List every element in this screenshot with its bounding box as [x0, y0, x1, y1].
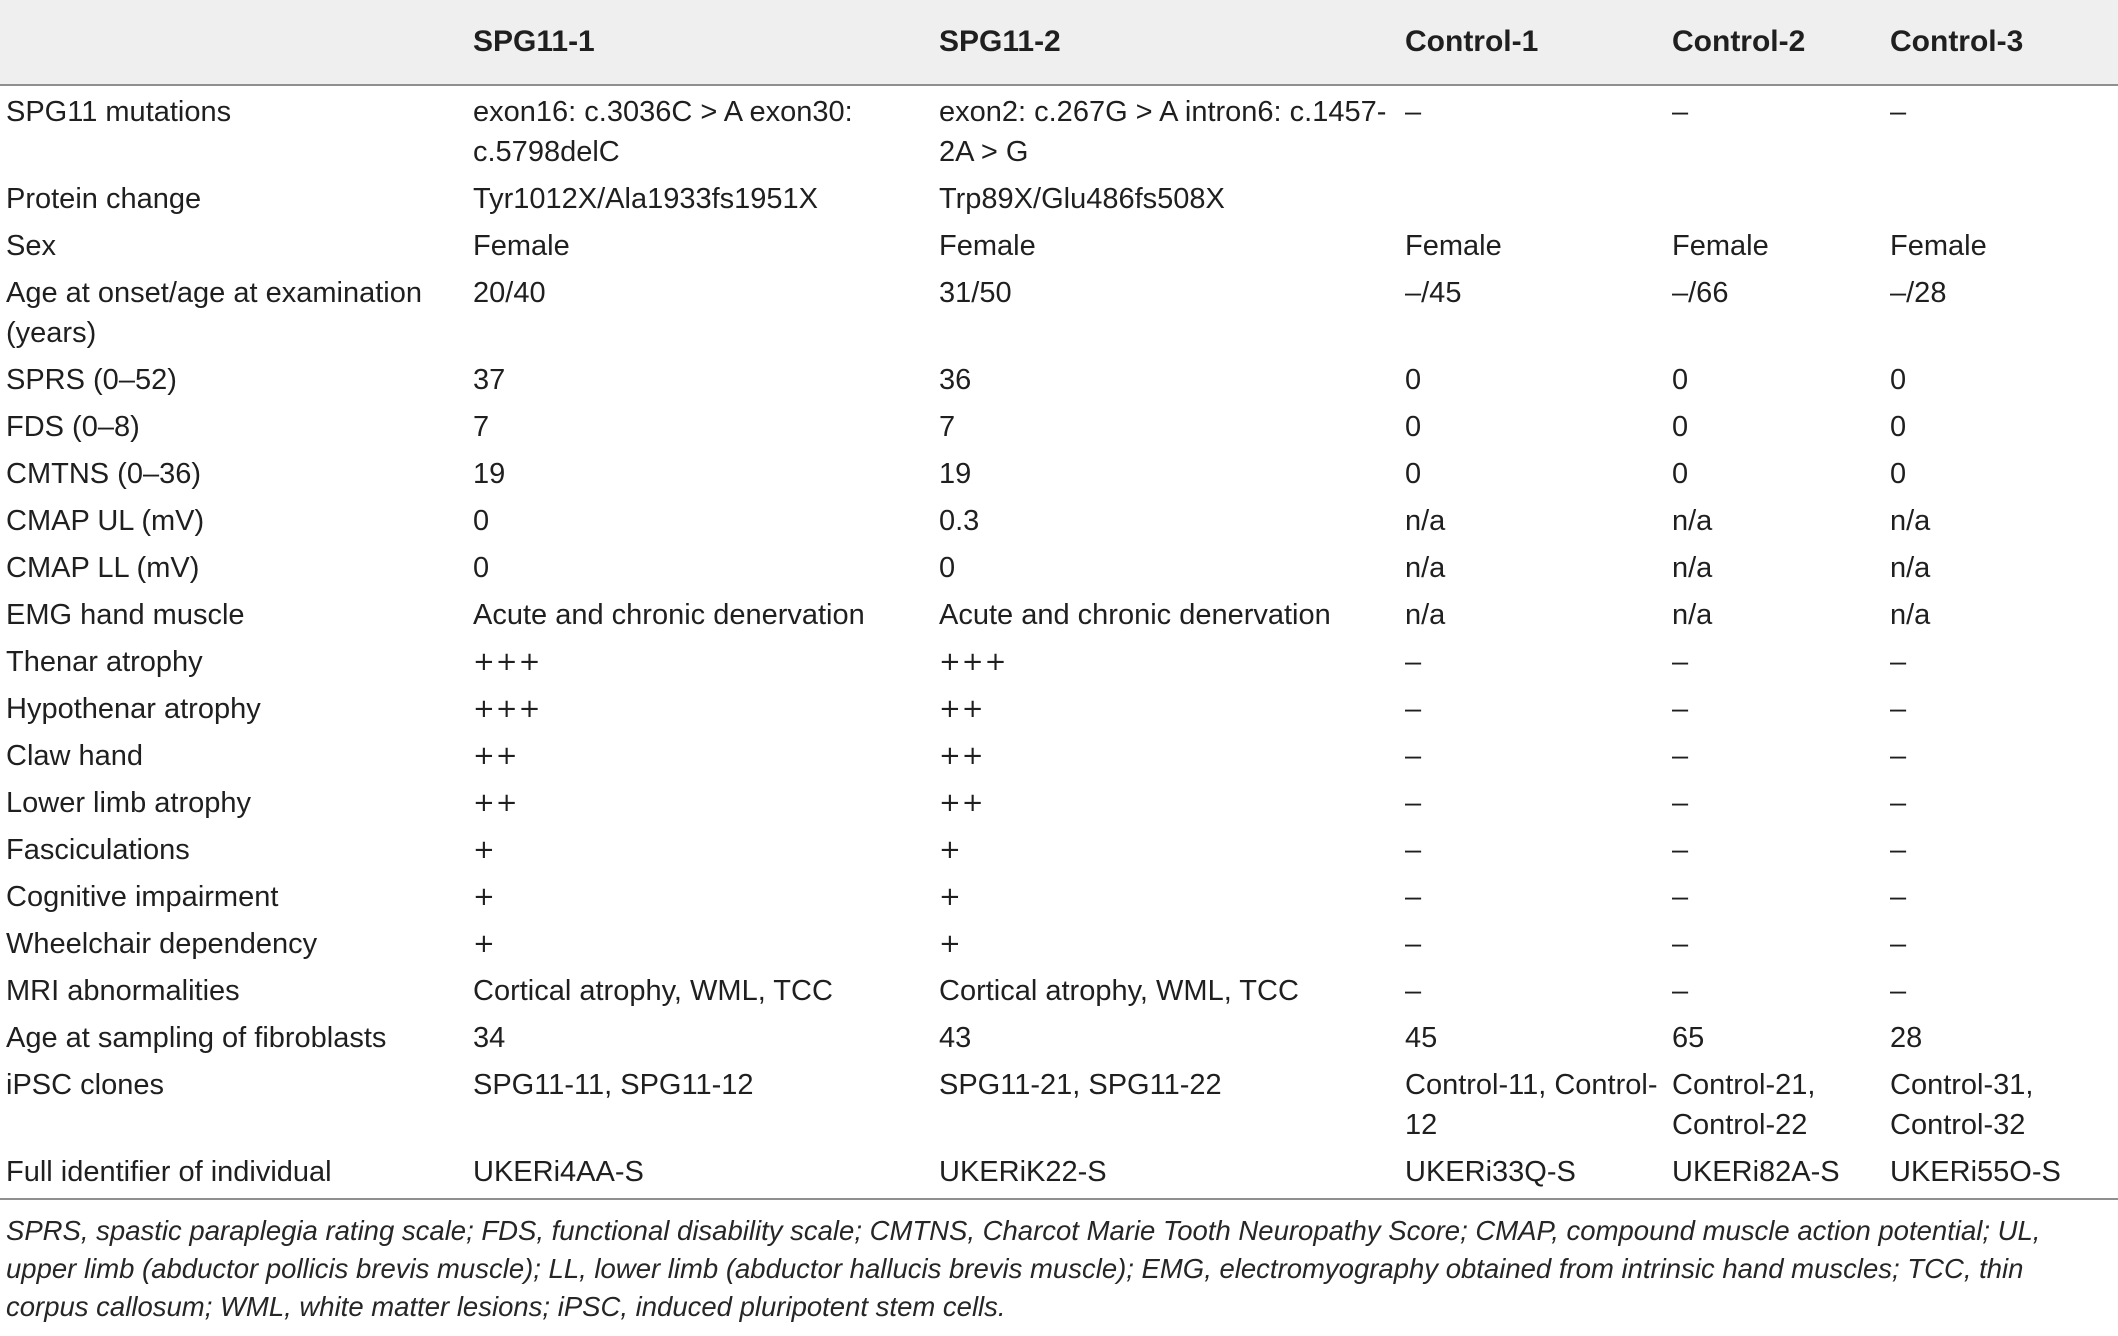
- cell-control-1: –/45: [1405, 277, 1462, 309]
- cell-row-label: Wheelchair dependency: [6, 928, 318, 960]
- cell-control-3: n/a: [1890, 505, 1931, 537]
- cell-spg11-2: UKERiK22-S: [933, 1146, 1399, 1199]
- cell-control-3: –: [1890, 881, 1907, 913]
- cell-spg11-1: 37: [473, 364, 506, 396]
- cell-control-3: Female: [1890, 230, 1987, 262]
- cell-control-2: –/66: [1672, 277, 1729, 309]
- cell-control-2: 0: [1672, 364, 1689, 396]
- cell-control-3: –/28: [1890, 277, 1947, 309]
- cell-control-1: –: [1405, 975, 1422, 1007]
- cell-row-label: SPRS (0–52): [6, 364, 177, 396]
- cell-control-2: 0: [1672, 458, 1689, 490]
- cell-spg11-2: ++: [939, 788, 985, 818]
- cell-control-1: UKERi33Q-S: [1399, 1146, 1666, 1199]
- cell-control-1: 0: [1405, 364, 1422, 396]
- cell-control-1: Female: [1405, 230, 1502, 262]
- cell-control-1: n/a: [1405, 552, 1446, 584]
- cell-control-2: –: [1672, 693, 1689, 725]
- cell-control-3: 0: [1890, 411, 1907, 443]
- cell-spg11-1: 20/40: [473, 277, 546, 309]
- cell-spg11-2: 31/50: [939, 277, 1012, 309]
- cell-row-label: SPG11 mutations: [6, 96, 232, 128]
- table-row: [0, 636, 2118, 683]
- cell-spg11-1: exon16: c.3036C > A exon30: c.5798delC: [473, 96, 853, 168]
- cell-control-2: n/a: [1672, 599, 1713, 631]
- cell-control-1: –: [1405, 96, 1422, 128]
- cell-spg11-2: 7: [939, 411, 956, 443]
- cell-control-3: n/a: [1890, 552, 1931, 584]
- cell-control-3: –: [1890, 787, 1907, 819]
- table-row: [0, 401, 2118, 448]
- cell-spg11-1: +: [473, 882, 496, 912]
- table-row: [0, 918, 2118, 965]
- cell-row-label: EMG hand muscle: [6, 599, 245, 631]
- cell-spg11-2: SPG11-21, SPG11-22: [939, 1069, 1222, 1101]
- cell-control-2: –: [1672, 928, 1689, 960]
- cell-control-1: –: [1405, 646, 1422, 678]
- table-row: [0, 589, 2118, 636]
- table-row: [0, 1012, 2118, 1059]
- cell-row-label: Hypothenar atrophy: [6, 693, 261, 725]
- cell-control-1: –: [1405, 740, 1422, 772]
- header-cell-spg11-2: SPG11-2: [933, 0, 1399, 85]
- cell-spg11-1: ++: [473, 741, 519, 771]
- cell-control-2: –: [1672, 740, 1689, 772]
- cell-spg11-2: 0.3: [939, 505, 980, 537]
- cell-spg11-1: SPG11-11, SPG11-12: [473, 1069, 754, 1101]
- cell-control-3: n/a: [1890, 599, 1931, 631]
- cell-spg11-2: Acute and chronic denervation: [939, 599, 1331, 631]
- cell-spg11-2: ++: [939, 741, 985, 771]
- cell-row-label: CMTNS (0–36): [6, 458, 201, 490]
- cell-control-1: –: [1405, 928, 1422, 960]
- cell-control-1: n/a: [1405, 505, 1446, 537]
- cell-spg11-2: ++: [939, 694, 985, 724]
- cell-control-2: –: [1672, 834, 1689, 866]
- header-cell-control-3: Control-3: [1884, 0, 2118, 85]
- cell-control-3: –: [1890, 740, 1907, 772]
- cell-spg11-1: +++: [473, 694, 542, 724]
- cell-control-2: –: [1672, 787, 1689, 819]
- cell-control-2: UKERi82A-S: [1666, 1146, 1884, 1199]
- cell-spg11-1: 7: [473, 411, 490, 443]
- cell-row-label: Lower limb atrophy: [6, 787, 251, 819]
- table-row: [0, 495, 2118, 542]
- cell-control-2: –: [1672, 646, 1689, 678]
- cell-control-1: [1399, 173, 1666, 220]
- cell-spg11-1: +++: [473, 647, 542, 677]
- cell-control-1: 0: [1405, 411, 1422, 443]
- cell-spg11-1: ++: [473, 788, 519, 818]
- cell-control-2: n/a: [1672, 505, 1713, 537]
- cell-spg11-2: 19: [939, 458, 972, 490]
- header-cell-spg11-1: SPG11-1: [467, 0, 933, 85]
- cell-control-1: Control-11, Control-12: [1405, 1069, 1658, 1141]
- cell-spg11-1: UKERi4AA-S: [467, 1146, 933, 1199]
- cell-control-3: Control-31, Control-32: [1890, 1069, 2034, 1141]
- table-row: [0, 683, 2118, 730]
- table-row: [0, 542, 2118, 589]
- cell-control-3: –: [1890, 646, 1907, 678]
- cell-spg11-2: +: [939, 835, 962, 865]
- cell-row-label: Fasciculations: [6, 834, 190, 866]
- cell-control-3: 28: [1890, 1022, 1923, 1054]
- cell-control-3: 0: [1890, 364, 1907, 396]
- cell-row-label: Age at sampling of fibroblasts: [6, 1022, 387, 1054]
- table-row: [0, 448, 2118, 495]
- cell-row-label: Claw hand: [6, 740, 144, 772]
- cell-control-2: –: [1672, 881, 1689, 913]
- cell-control-3: –: [1890, 96, 1907, 128]
- header-cell-control-2: Control-2: [1666, 0, 1884, 85]
- cell-spg11-1: Acute and chronic denervation: [473, 599, 865, 631]
- table-row: [0, 85, 2118, 173]
- table-row: [0, 824, 2118, 871]
- cell-spg11-1: 0: [473, 552, 490, 584]
- cell-spg11-1: Female: [473, 230, 570, 262]
- cell-row-label: MRI abnormalities: [6, 975, 240, 1007]
- cell-control-2: –: [1672, 975, 1689, 1007]
- cell-row-label: Full identifier of individual: [0, 1146, 467, 1199]
- cell-control-1: 45: [1405, 1022, 1438, 1054]
- cell-control-2: n/a: [1672, 552, 1713, 584]
- table-row: [0, 965, 2118, 1012]
- cell-control-1: n/a: [1405, 599, 1446, 631]
- cell-spg11-2: Cortical atrophy, WML, TCC: [939, 975, 1299, 1007]
- cell-spg11-2: +++: [939, 647, 1008, 677]
- cell-spg11-2: exon2: c.267G > A intron6: c.1457-2A > G: [939, 96, 1387, 168]
- cell-spg11-1: 34: [473, 1022, 506, 1054]
- cell-control-1: –: [1405, 881, 1422, 913]
- cell-control-3: UKERi55O-S: [1884, 1146, 2118, 1199]
- cell-spg11-1: 19: [473, 458, 506, 490]
- cell-spg11-2: 43: [939, 1022, 972, 1054]
- table-row: [0, 173, 2118, 220]
- cell-spg11-1: +: [473, 929, 496, 959]
- table-row: [0, 1059, 2118, 1146]
- cell-row-label: Age at onset/age at examination (years): [6, 277, 422, 349]
- table-footnote: SPRS, spastic paraplegia rating scale; FDS, functional disability scale; CMTNS, Charcot Marie Tooth Neuropathy Score; CMAP, compound muscle action potential; UL, upper limb (abductor pollicis brevis muscle); LL, lower limb (abductor hallucis brevis muscle); EMG, electromyography obtained from intrinsic hand muscles; TCC, thin corpus callosum; WML, white matter lesions; iPSC, induced pluripotent stem cells.: [6, 1215, 2041, 1322]
- cell-control-3: 0: [1890, 458, 1907, 490]
- cell-control-3: [1884, 173, 2118, 220]
- cell-row-label: FDS (0–8): [6, 411, 140, 443]
- cell-spg11-2: 36: [939, 364, 972, 396]
- cell-control-2: –: [1672, 96, 1689, 128]
- cell-row-label: iPSC clones: [6, 1069, 164, 1101]
- cell-row-label: Thenar atrophy: [6, 646, 203, 678]
- cell-spg11-1: +: [473, 835, 496, 865]
- cell-row-label: CMAP LL (mV): [6, 552, 200, 584]
- table-row: [0, 730, 2118, 777]
- table-row: [0, 777, 2118, 824]
- table-header-row: [0, 0, 2118, 85]
- table-row: [0, 220, 2118, 267]
- cell-control-1: –: [1405, 787, 1422, 819]
- table-row: [0, 354, 2118, 401]
- table-row: [0, 871, 2118, 918]
- cell-spg11-2: 0: [939, 552, 956, 584]
- cell-control-2: Control-21, Control-22: [1672, 1069, 1816, 1141]
- cell-row-label: CMAP UL (mV): [6, 505, 205, 537]
- cell-control-2: 0: [1672, 411, 1689, 443]
- cell-control-1: –: [1405, 834, 1422, 866]
- table-row: [0, 1146, 2118, 1199]
- cell-spg11-1: Tyr1012X/Ala1933fs1951X: [473, 183, 819, 215]
- cell-control-2: [1666, 173, 1884, 220]
- cell-control-2: Female: [1672, 230, 1769, 262]
- cell-spg11-1: 0: [473, 505, 490, 537]
- table-row: [0, 267, 2118, 354]
- cell-spg11-2: +: [939, 882, 962, 912]
- cell-spg11-1: Cortical atrophy, WML, TCC: [473, 975, 833, 1007]
- cell-control-2: 65: [1672, 1022, 1705, 1054]
- cell-spg11-2: Trp89X/Glu486fs508X: [939, 183, 1225, 215]
- cell-spg11-2: +: [939, 929, 962, 959]
- cell-row-label: Cognitive impairment: [6, 881, 279, 913]
- cell-control-1: 0: [1405, 458, 1422, 490]
- cell-control-1: –: [1405, 693, 1422, 725]
- cell-control-3: –: [1890, 975, 1907, 1007]
- header-cell-control-1: Control-1: [1399, 0, 1666, 85]
- cell-control-3: –: [1890, 834, 1907, 866]
- cell-spg11-2: Female: [939, 230, 1036, 262]
- cell-control-3: –: [1890, 693, 1907, 725]
- cell-control-3: –: [1890, 928, 1907, 960]
- cell-row-label: Protein change: [6, 183, 202, 215]
- cell-row-label: Sex: [6, 230, 56, 262]
- header-cell-blank: [0, 0, 467, 85]
